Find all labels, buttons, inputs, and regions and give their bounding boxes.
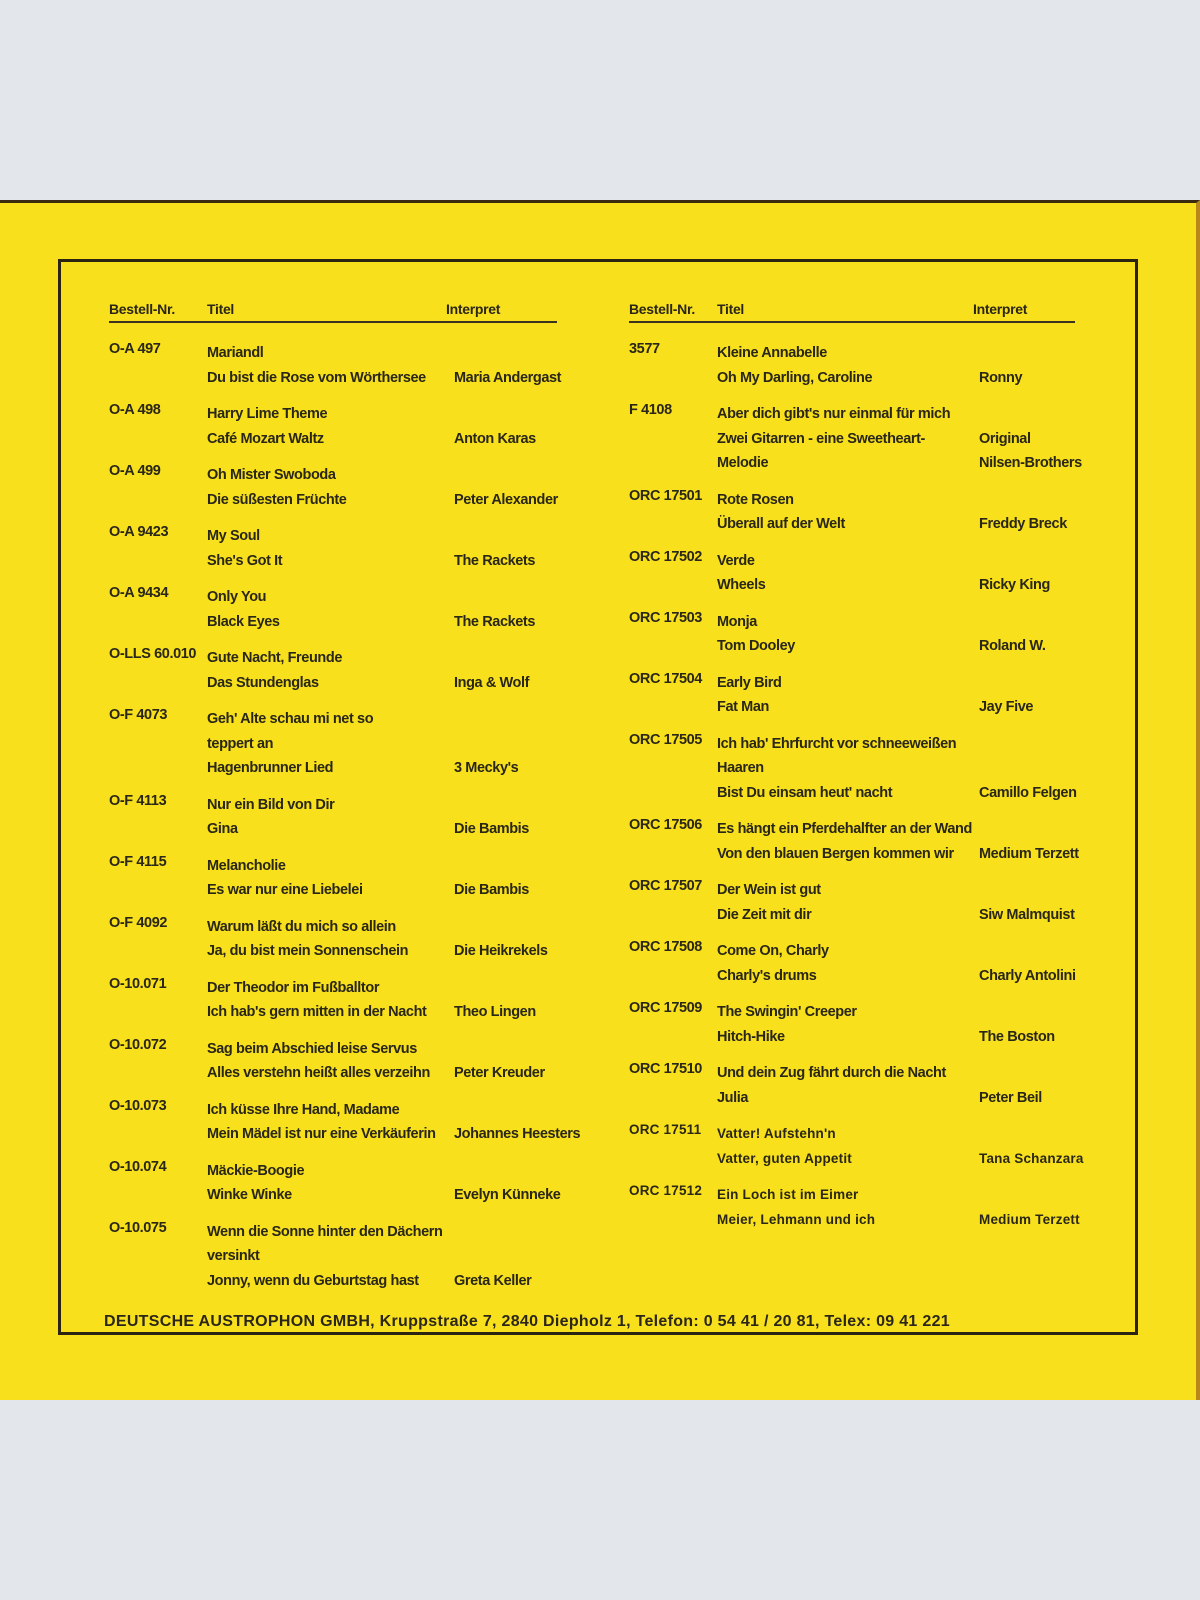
artist-name: Inga & Wolf <box>454 674 530 691</box>
header-titel: Titel <box>717 301 745 317</box>
order-number: ORC 17501 <box>629 487 702 504</box>
order-number: ORC 17504 <box>629 670 702 687</box>
song-title-line: Haaren <box>717 760 764 776</box>
artist-name: The Rackets <box>454 552 536 569</box>
song-title-line: My Soul <box>207 528 260 544</box>
song-titles <box>717 402 969 476</box>
song-title-line: Überall auf der Welt <box>717 516 845 532</box>
song-title-line: Come On, Charly <box>717 943 829 959</box>
song-title-line: Melodie <box>717 455 769 471</box>
artist-name: Johannes Heesters <box>454 1126 581 1142</box>
artist-name: Die Bambis <box>454 821 529 837</box>
song-title-line: Ein Loch ist im Eimer <box>717 1187 859 1202</box>
catalog-entry <box>109 854 557 903</box>
order-number: ORC 17502 <box>629 548 702 565</box>
song-titles <box>207 915 447 964</box>
artist-name: Peter Beil <box>979 1089 1042 1106</box>
song-title-line: Jonny, wenn du Geburtstag hast <box>207 1272 419 1289</box>
song-title-line: Du bist die Rose vom Wörthersee <box>207 369 426 386</box>
order-number: ORC 17512 <box>629 1183 703 1198</box>
order-number: O-LLS 60.010 <box>109 646 197 662</box>
song-titles <box>717 817 972 866</box>
order-number: O-A 9423 <box>109 524 169 540</box>
song-title-line: Ich hab's gern mitten in der Nacht <box>207 1004 427 1020</box>
song-titles <box>717 671 969 720</box>
order-number: O-10.072 <box>109 1036 167 1053</box>
song-titles <box>207 585 447 634</box>
order-number: O-F 4073 <box>109 707 168 723</box>
catalog-entry <box>109 402 557 451</box>
order-number: ORC 17510 <box>629 1061 702 1077</box>
song-title-line: Die süßesten Früchte <box>207 491 347 508</box>
catalog-entry <box>629 488 1075 537</box>
order-number: ORC 17511 <box>629 1122 702 1137</box>
catalog-entry <box>629 939 1075 988</box>
catalog-entry <box>629 878 1075 927</box>
artist-name: Die Heikrekels <box>454 943 548 959</box>
song-titles <box>207 976 447 1025</box>
artist-name: Medium Terzett <box>979 845 1079 862</box>
artist-name: Medium Terzett <box>979 1211 1080 1227</box>
song-title-line: Mäckie-Boogie <box>207 1162 305 1179</box>
artist-name: Jay Five <box>979 699 1034 715</box>
artist-name: Evelyn Künneke <box>454 1187 561 1203</box>
song-title-line: Es hängt ein Pferdehalfter an der Wand <box>717 821 972 837</box>
song-title-line: Und dein Zug fährt durch die Nacht <box>717 1065 946 1081</box>
song-titles <box>717 1122 969 1171</box>
song-titles <box>717 1000 969 1049</box>
catalog-frame <box>58 259 1138 1335</box>
song-title-line: Zwei Gitarren - eine Sweetheart- <box>717 430 925 447</box>
song-title-line: Nur ein Bild von Dir <box>207 796 335 813</box>
song-title-line: Melancholie <box>207 857 286 874</box>
song-titles <box>207 793 447 842</box>
song-titles <box>207 854 447 903</box>
song-title-line: Monja <box>717 613 757 630</box>
artist-name: Theo Lingen <box>454 1004 536 1020</box>
song-titles <box>717 732 969 806</box>
song-title-line: Fat Man <box>717 699 769 715</box>
song-title-line: She's Got It <box>207 552 283 569</box>
song-title-line: Geh' Alte schau mi net so <box>207 711 374 727</box>
order-number: O-A 497 <box>109 341 161 357</box>
catalog-entry <box>629 1183 1080 1232</box>
artist-name: Roland W. <box>979 638 1046 654</box>
column-header <box>109 297 557 323</box>
catalog-entry <box>629 1061 1075 1110</box>
song-title-line: Die Zeit mit dir <box>717 906 812 923</box>
artist-name: Freddy Breck <box>979 516 1067 532</box>
song-title-line: Es war nur eine Liebelei <box>207 882 363 898</box>
catalog-entry <box>109 915 557 964</box>
catalog-entry <box>629 671 1075 720</box>
order-number: 3577 <box>629 341 660 357</box>
order-number: O-10.073 <box>109 1097 167 1114</box>
artist-name: Peter Alexander <box>454 491 558 508</box>
artist-name: The Rackets <box>454 613 536 630</box>
song-titles <box>207 1159 447 1208</box>
order-number: F 4108 <box>629 402 672 418</box>
song-title-line: Meier, Lehmann und ich <box>717 1211 876 1227</box>
order-number: O-10.071 <box>109 975 167 992</box>
record-sleeve <box>0 200 1200 1400</box>
catalog-entry <box>109 1158 561 1208</box>
song-title-line: Charly's drums <box>717 967 817 984</box>
artist-name: The Boston <box>979 1028 1055 1045</box>
header-interpret: Interpret <box>973 301 1028 317</box>
catalog-entry <box>109 976 557 1025</box>
order-number: O-F 4092 <box>109 914 168 931</box>
order-number: O-F 4113 <box>109 792 167 809</box>
order-number: ORC 17506 <box>629 817 702 833</box>
catalog-entry <box>629 817 1079 866</box>
song-titles <box>717 341 969 390</box>
catalog-entry <box>109 463 557 512</box>
song-title-line: teppert an <box>207 735 274 752</box>
song-title-line: Das Stundenglas <box>207 674 319 691</box>
song-titles <box>207 707 447 781</box>
song-title-line: Ja, du bist mein Sonnenschein <box>207 943 409 959</box>
song-title-line: Tom Dooley <box>717 638 795 654</box>
song-title-line: Rote Rosen <box>717 491 794 508</box>
song-title-line: Oh My Darling, Caroline <box>717 369 873 386</box>
catalog-entry <box>629 402 1082 476</box>
song-titles <box>717 549 969 598</box>
song-title-line: Café Mozart Waltz <box>207 430 324 447</box>
catalog-entry <box>629 341 1075 390</box>
catalog-entry <box>109 341 562 390</box>
song-title-line: Gina <box>207 821 238 837</box>
song-titles <box>207 1037 447 1086</box>
header-bestell-nr: Bestell-Nr. <box>629 301 695 317</box>
catalog-entry <box>629 1000 1075 1049</box>
song-titles <box>207 402 447 451</box>
order-number: O-F 4115 <box>109 853 167 870</box>
song-title-line: Ich hab' Ehrfurcht vor schneeweißen <box>717 735 957 752</box>
catalog-list-left <box>109 341 581 1293</box>
catalog-entry <box>109 1037 557 1086</box>
song-title-line: Gute Nacht, Freunde <box>207 650 342 666</box>
artist-name: Camillo Felgen <box>979 784 1077 801</box>
song-titles <box>717 1061 969 1110</box>
song-title-line: Winke Winke <box>207 1187 292 1203</box>
song-titles <box>207 341 447 390</box>
order-number: O-10.074 <box>109 1158 167 1175</box>
song-titles <box>717 878 969 927</box>
song-title-line: Kleine Annabelle <box>717 345 827 361</box>
catalog-entry <box>629 1122 1084 1171</box>
song-title-line: The Swingin' Creeper <box>717 1004 857 1020</box>
order-number: O-A 498 <box>109 402 161 418</box>
song-titles <box>207 524 447 573</box>
song-title-line: Mariandl <box>207 345 264 361</box>
order-number: O-A 9434 <box>109 585 169 601</box>
catalog-entry <box>109 524 557 573</box>
artist-name: Maria Andergast <box>454 369 562 386</box>
song-title-line: Der Wein ist gut <box>717 882 821 898</box>
song-title-line: Wenn die Sonne hinter den Dächern <box>207 1223 443 1240</box>
order-number: ORC 17508 <box>629 939 702 955</box>
song-titles <box>207 646 447 695</box>
catalog-column-right <box>629 297 1084 1244</box>
artist-name: Die Bambis <box>454 882 529 898</box>
order-number: O-10.075 <box>109 1219 167 1236</box>
artist-name: Peter Kreuder <box>454 1065 545 1081</box>
artist-name: Original <box>979 430 1031 447</box>
artist-name: Greta Keller <box>454 1272 532 1289</box>
order-number: O-A 499 <box>109 463 161 479</box>
song-title-line: Harry Lime Theme <box>207 406 328 422</box>
header-interpret: Interpret <box>446 301 501 317</box>
song-title-line: Oh Mister Swoboda <box>207 467 336 483</box>
catalog-entry <box>629 610 1075 659</box>
song-title-line: Warum läßt du mich so allein <box>207 918 396 935</box>
song-titles <box>717 488 969 537</box>
column-header <box>629 297 1075 323</box>
catalog-entry <box>629 549 1075 598</box>
catalog-entry <box>109 1097 581 1147</box>
song-title-line: Early Bird <box>717 674 782 691</box>
catalog-entry <box>109 646 557 695</box>
song-title-line: Wheels <box>717 577 766 593</box>
song-title-line: versinkt <box>207 1248 260 1264</box>
song-titles <box>207 1220 447 1294</box>
catalog-entry <box>109 707 557 781</box>
song-title-line: Hitch-Hike <box>717 1028 785 1045</box>
song-title-line: Only You <box>207 589 267 605</box>
artist-name: 3 Mecky's <box>454 760 519 776</box>
artist-name: Siw Malmquist <box>979 906 1075 923</box>
song-title-line: Aber dich gibt's nur einmal für mich <box>717 406 951 422</box>
song-title-line: Vatter, guten Appetit <box>717 1150 852 1166</box>
artist-name: Ricky King <box>979 577 1050 593</box>
order-number: ORC 17507 <box>629 878 702 894</box>
song-titles <box>207 463 447 512</box>
song-title-line: Bist Du einsam heut' nacht <box>717 784 893 801</box>
publisher-footer: DEUTSCHE AUSTROPHON GMBH, Kruppstraße 7, 2840 Diepholz 1, Telefon: 0 54 41 / 20 81, Telex: 09 41 221 <box>104 1313 950 1330</box>
song-titles <box>717 939 969 988</box>
song-title-line: Julia <box>717 1089 749 1106</box>
song-title-line: Vatter! Aufstehn'n <box>717 1126 836 1141</box>
song-title-line: Sag beim Abschied leise Servus <box>207 1040 417 1057</box>
catalog-list-right <box>629 341 1084 1232</box>
catalog-entry <box>629 732 1075 806</box>
artist-name: Anton Karas <box>454 430 536 447</box>
song-title-line: Verde <box>717 552 755 569</box>
artist-name: Tana Schanzara <box>979 1150 1084 1166</box>
song-titles <box>207 1098 447 1147</box>
song-title-line: Von den blauen Bergen kommen wir <box>717 845 954 862</box>
catalog-entry <box>109 585 557 634</box>
artist-name: Ronny <box>979 369 1023 386</box>
header-titel: Titel <box>207 301 235 317</box>
song-titles <box>717 610 969 659</box>
catalog-entry <box>109 1220 557 1294</box>
song-title-line: Mein Mädel ist nur eine Verkäuferin <box>207 1126 436 1142</box>
song-title-line: Hagenbrunner Lied <box>207 760 334 776</box>
catalog-entry <box>109 793 557 842</box>
catalog-column-left <box>109 297 581 1305</box>
order-number: ORC 17509 <box>629 1000 702 1016</box>
song-title-line: Ich küsse Ihre Hand, Madame <box>207 1101 400 1118</box>
header-bestell-nr: Bestell-Nr. <box>109 301 175 317</box>
order-number: ORC 17505 <box>629 731 702 748</box>
order-number: ORC 17503 <box>629 609 702 626</box>
song-title-line: Black Eyes <box>207 613 280 630</box>
artist-name: Nilsen-Brothers <box>979 455 1082 471</box>
song-title-line: Alles verstehn heißt alles verzeihn <box>207 1065 430 1081</box>
song-title-line: Der Theodor im Fußballtor <box>207 979 380 996</box>
song-titles <box>717 1183 969 1232</box>
artist-name: Charly Antolini <box>979 967 1076 984</box>
